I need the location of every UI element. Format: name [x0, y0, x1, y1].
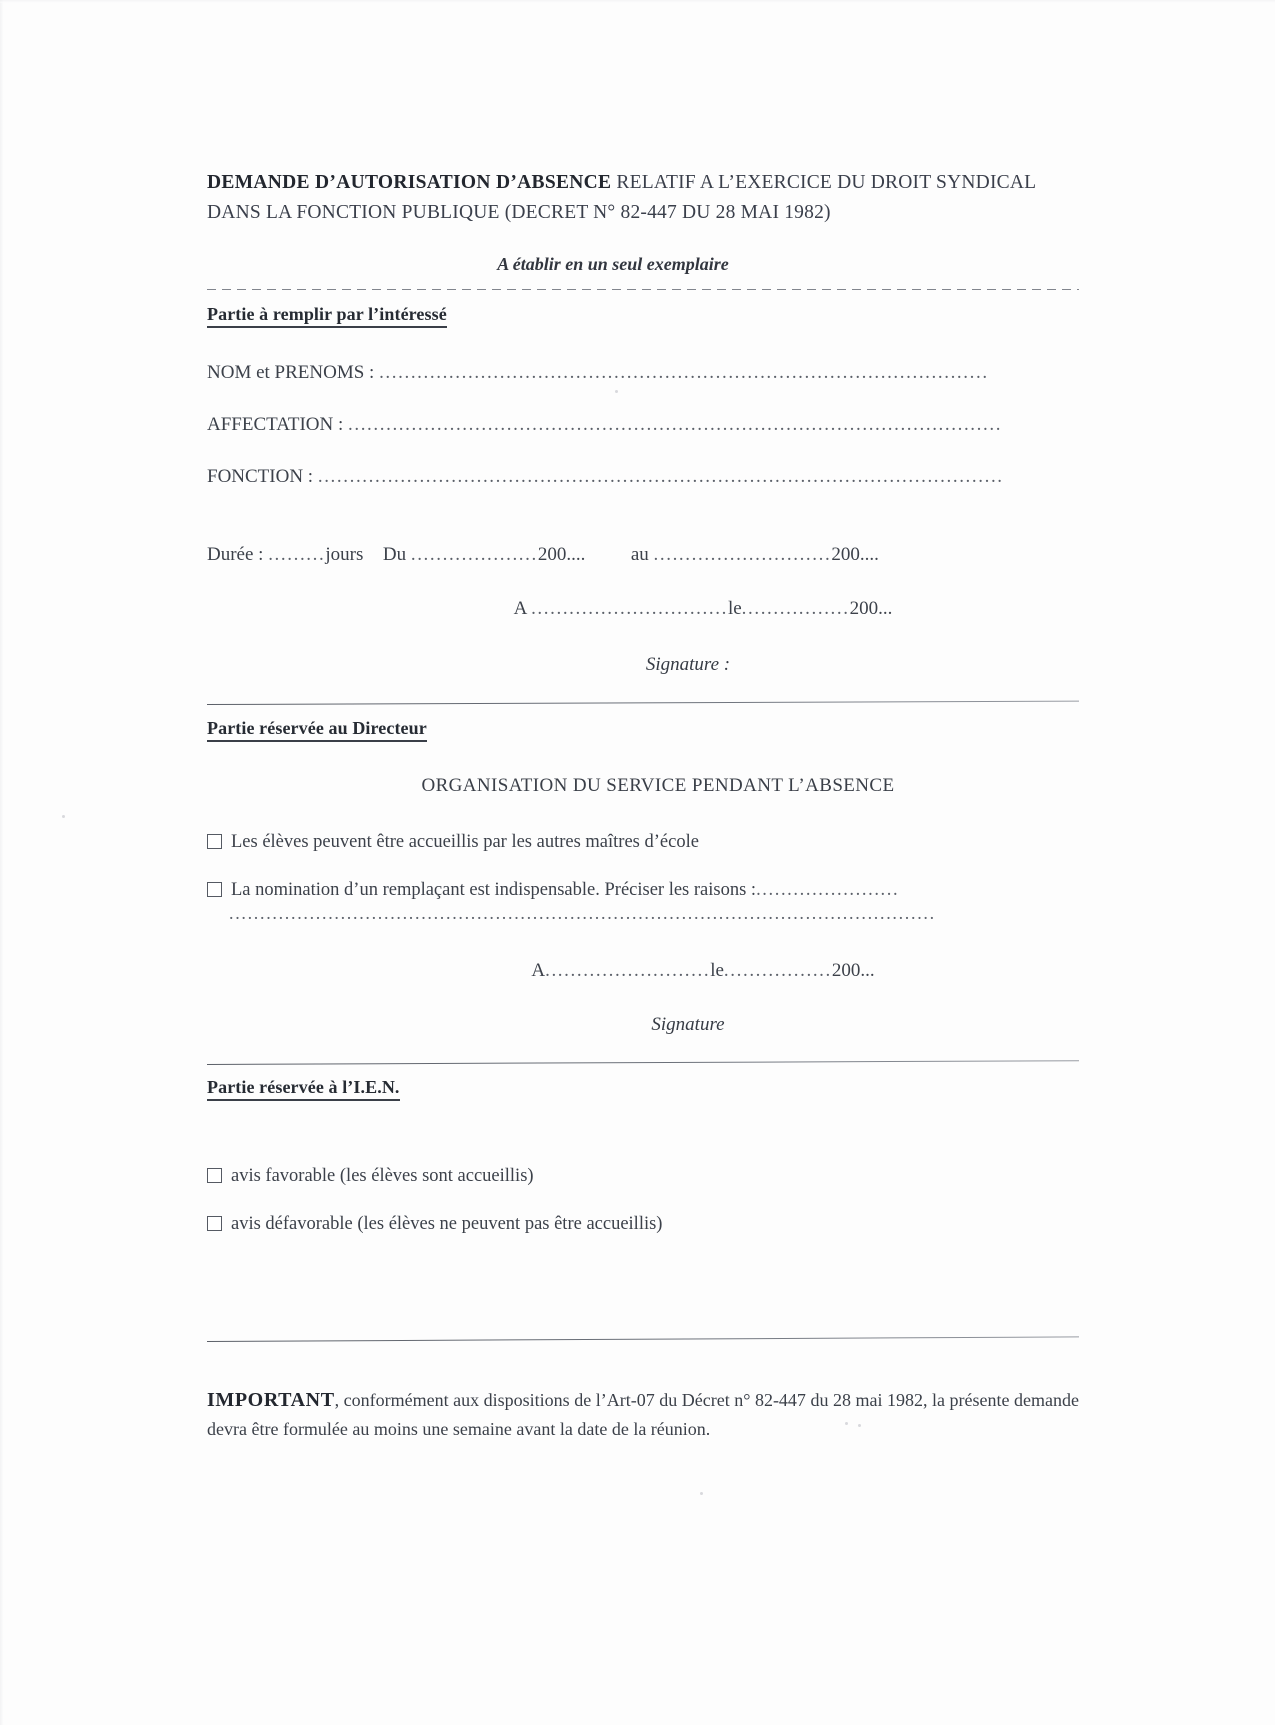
checkbox-label-accueil-autres-maitres: Les élèves peuvent être accueillis par les autres maîtres d’école: [231, 832, 699, 852]
section-heading-director: Partie réservée au Directeur: [207, 718, 427, 742]
field-fill-line-affectation[interactable]: .......................................................................................................: [348, 414, 1003, 435]
field-row-duree: [207, 542, 1079, 568]
field-label-nom-prenoms: NOM et PRENOMS :: [207, 362, 375, 383]
field-fill-line-lieu[interactable]: ...............................: [531, 598, 728, 619]
checkbox-icon[interactable]: [207, 1216, 222, 1231]
page-title-remainder: RELATIF A L’EXERCICE DU DROIT SYNDICAL DANS LA FONCTION PUBLIQUE (DECRET N° 82-447 DU 28 MAI 1982): [207, 172, 1036, 223]
field-label-jours: jours: [325, 544, 364, 565]
field-label-du: Du: [382, 544, 407, 565]
checkbox-label-avis-favorable: avis favorable (les élèves sont accueillis): [231, 1166, 534, 1186]
field-row-fonction: [207, 464, 1079, 490]
important-keyword: IMPORTANT: [207, 1389, 335, 1411]
checkbox-icon[interactable]: [207, 1168, 222, 1183]
field-fill-line-date-debut[interactable]: ....................: [410, 544, 538, 565]
checkbox-row-nomination-remplacant[interactable]: [207, 877, 1079, 903]
checkbox-row-avis-favorable[interactable]: [207, 1163, 1079, 1189]
scan-speck: [62, 815, 65, 818]
scan-edge-artifact-left: [0, 0, 4, 1725]
field-fill-line-raisons-continued[interactable]: ..................................................................................................................: [229, 903, 936, 923]
scan-edge-artifact-top: [0, 0, 1275, 3]
section-heading-ien: Partie réservée à l’I.E.N.: [207, 1077, 400, 1101]
signature-label-interested: Signature :: [645, 654, 731, 675]
field-label-lieu-director: A: [531, 960, 546, 981]
dashed-divider: [207, 289, 1079, 290]
field-row-affectation: [207, 412, 1079, 438]
field-label-lieu: A: [513, 598, 527, 619]
document-body: [207, 168, 1079, 1444]
field-year-signature[interactable]: 200...: [849, 598, 893, 619]
field-fill-line-date-director[interactable]: .................: [723, 960, 832, 981]
field-fill-line-date[interactable]: .................: [741, 598, 850, 619]
important-notice-text: , conformément aux dispositions de l’Art-07 du Décret n° 82-447 du 28 mai 1982, la présente demande devra être formulée au moins une semaine avant la date de la réunion.: [207, 1390, 1079, 1439]
field-fill-line-nom-prenoms[interactable]: ................................................................................................: [379, 362, 989, 383]
field-label-le-director: le: [710, 960, 724, 981]
field-year-director[interactable]: 200...: [831, 960, 875, 981]
field-fill-line-fonction[interactable]: ............................................................................................................: [317, 466, 1004, 487]
checkbox-icon[interactable]: [207, 882, 222, 897]
checkbox-label-nomination-remplacant: [231, 877, 1079, 903]
section-divider-3: [207, 1336, 1079, 1342]
field-label-affectation: AFFECTATION :: [207, 414, 344, 435]
page-title-emphasis: DEMANDE D’AUTORISATION D’ABSENCE: [207, 172, 612, 193]
checkbox-text-nomination: La nomination d’un remplaçant est indispensable. Préciser les raisons :: [231, 880, 757, 900]
field-row-nom-prenoms: [207, 360, 1079, 386]
field-fill-line-lieu-director[interactable]: ..........................: [545, 960, 711, 981]
field-year-fin[interactable]: 200....: [831, 544, 879, 565]
section-divider-1: [207, 701, 1079, 705]
field-fill-line-duree-days[interactable]: .........: [268, 544, 326, 565]
section-heading-interested-party: Partie à remplir par l’intéressé: [207, 304, 447, 328]
field-year-debut[interactable]: 200....: [537, 544, 586, 565]
field-row-place-date-director: [207, 960, 1079, 982]
scan-speck: [700, 1492, 703, 1495]
field-label-le: le: [727, 598, 742, 619]
field-label-fonction: FONCTION :: [207, 466, 314, 487]
field-label-duree: Durée :: [207, 544, 264, 565]
checkbox-label-avis-defavorable: avis défavorable (les élèves ne peuvent pas être accueillis): [231, 1214, 663, 1234]
checkbox-row-avis-defavorable[interactable]: [207, 1211, 1079, 1237]
section-divider-2: [207, 1060, 1079, 1065]
signature-label-director: Signature: [651, 1014, 725, 1035]
checkbox-row-accueil-autres-maitres[interactable]: [207, 829, 1079, 855]
document-subtitle: A établir en un seul exemplaire: [497, 254, 729, 274]
page-title: [207, 168, 1079, 228]
field-row-place-date-interested: [207, 598, 1079, 620]
organisation-title: ORGANISATION DU SERVICE PENDANT L’ABSENCE: [421, 775, 895, 796]
checkbox-icon[interactable]: [207, 834, 222, 849]
field-fill-line-date-fin[interactable]: ............................: [653, 544, 832, 565]
important-notice: [207, 1386, 1079, 1444]
field-fill-line-raisons[interactable]: .......................: [756, 880, 900, 900]
field-label-au: au: [630, 544, 649, 565]
